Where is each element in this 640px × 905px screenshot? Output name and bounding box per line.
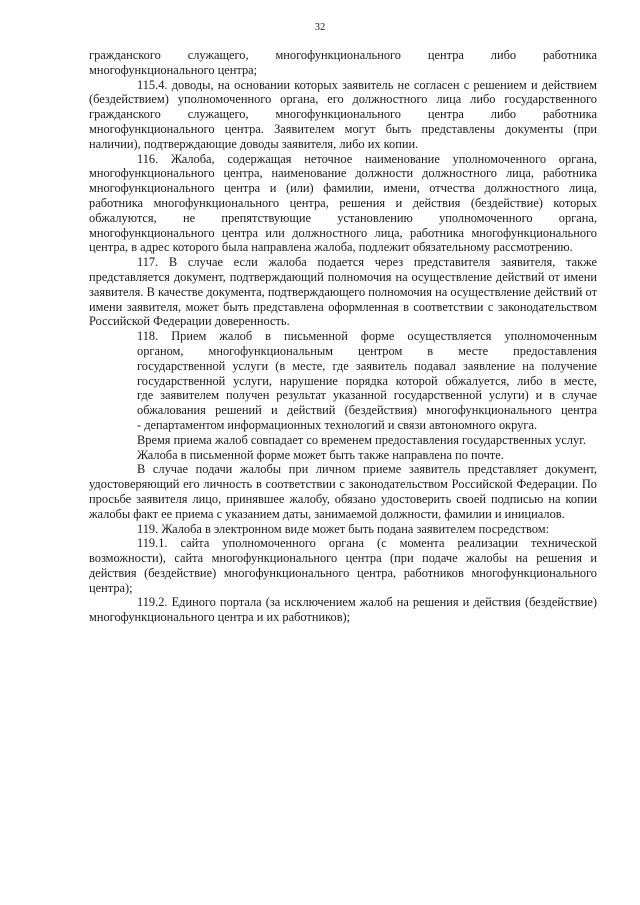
paragraph-118-line: органом, многофункциональным центром в месте предоставления [137, 343, 597, 358]
paragraph-118-line: где заявителем получен результат указанной государственной услуги) и в случае [137, 388, 597, 403]
page-number: 32 [314, 22, 326, 33]
paragraph-118-line: 118. Прием жалоб в письменной форме осуществляется уполномоченным [137, 329, 597, 344]
paragraph-by-mail: Жалоба в письменной форме может быть также направлена по почте. [137, 447, 504, 462]
paragraph-118-line: государственной услуги (в месте, где заявитель подавал заявление на получение [137, 358, 597, 373]
paragraph-118 [89, 329, 597, 433]
paragraph-119-1: 119.1. сайта уполномоченного органа (с момента реализации технической возможности), сайта многофункционального центра (при подаче жалобы на решения и действия (бездействие) многофункционального центра, работников многофункционального центра); [89, 536, 597, 595]
paragraph-119-2: 119.2. Единого портала (за исключением жалоб на решения и действия (бездействие) многофункционального центра и их работников); [89, 595, 597, 625]
paragraph-reception-time: Время приема жалоб совпадает со временем предоставления государственных услуг. [137, 432, 587, 447]
paragraph-personal-reception: В случае подачи жалобы при личном приеме заявитель представляет документ, удостоверяющий его личность в соответствии с законодательством Российской Федерации. По просьбе заявителя лицо, принявшее жалобу, обязано удостоверить своей подписью на копии жалобы факт ее приема с указанием даты, занимаемой должности, фамилии и инициалов. [89, 462, 597, 521]
paragraph-118-line: обжалования решений и действий (бездействия) многофункционального центра [137, 403, 597, 418]
paragraph-118-line: государственной услуги, нарушение порядка которой обжалуется, либо в месте, [137, 373, 597, 388]
paragraph-115-4: 115.4. доводы, на основании которых заявитель не согласен с решением и действием (бездействием) уполномоченного органа, его должностного лица либо государственного гражданского служащего, многофункционального центра либо работника многофункционального центра. Заявителем могут быть представлены документы (при наличии), подтверждающие доводы заявителя, либо их копии. [89, 77, 597, 151]
paragraph-118-line: - департаментом информационных технологий и связи автономного округа. [137, 417, 538, 432]
paragraph-117: 117. В случае если жалоба подается через представителя заявителя, также представляется документ, подтверждающий полномочия на осуществление действий от имени заявителя. В качестве документа, подтверждающего полномочия на осуществление действий от имени заявителя, может быть представлена оформленная в соответствии с законодательством Российской Федерации доверенность. [89, 255, 597, 329]
document-body [89, 48, 597, 625]
paragraph-116: 116. Жалоба, содержащая неточное наименование уполномоченного органа, многофункционального центра, наименование должности должностного лица, работника многофункционального центра и (или) фамилии, имени, отчества должностного лица, работника многофункционального центра, решения и действия (бездействие) которых обжалуются, не препятствующие установлению уполномоченного органа, многофункционального центра или должностного лица, работника многофункционального центра, в адрес которого была направлена жалоба, подлежит обязательному рассмотрению. [89, 151, 597, 255]
paragraph-119: 119. Жалоба в электронном виде может быть подана заявителем посредством: [137, 521, 550, 536]
paragraph-continuation: гражданского служащего, многофункционального центра либо работника многофункционального центра; [89, 48, 597, 77]
